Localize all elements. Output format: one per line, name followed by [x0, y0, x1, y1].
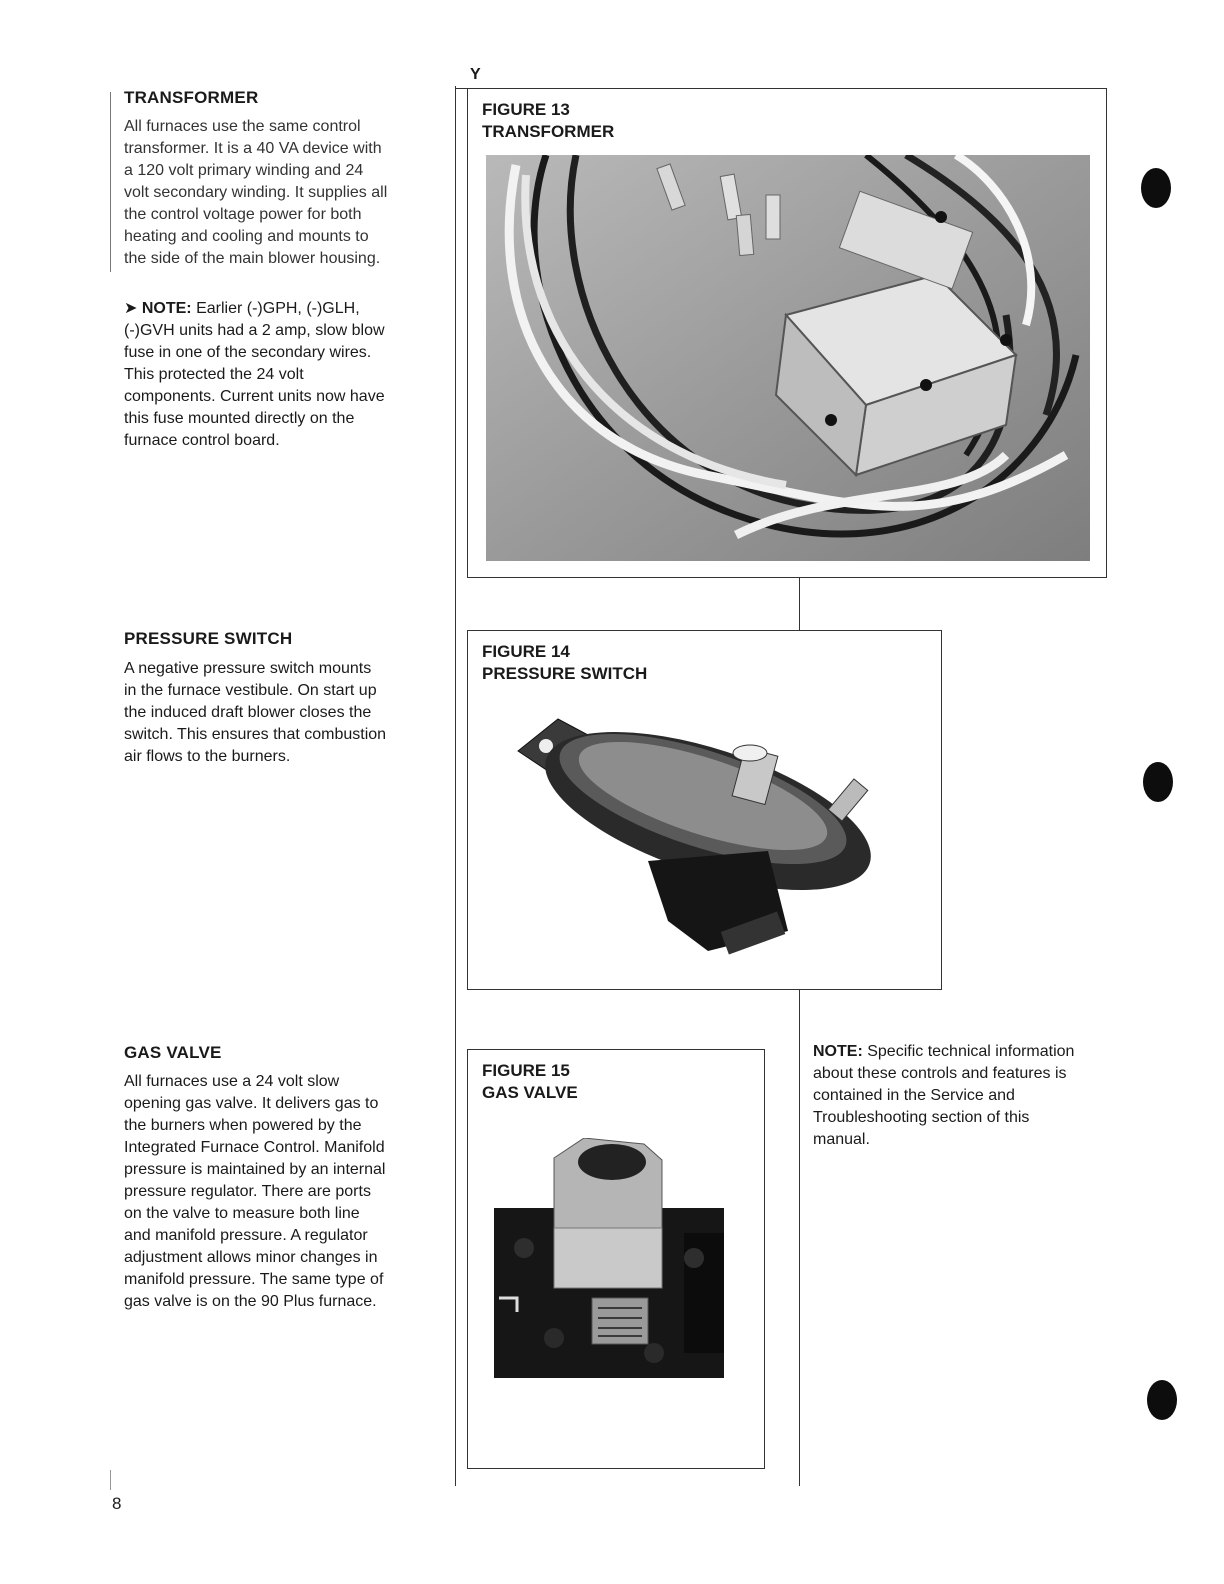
figure-14-caption	[482, 641, 647, 685]
figure-14-title: PRESSURE SWITCH	[482, 664, 648, 683]
side-note	[813, 1041, 1113, 1151]
transformer-body: All furnaces use the same control transformer. It is a 40 VA device with a 120 volt primary winding and 24 volt secondary winding. It supplies all the control voltage power for both heating and cooling and mounts to the side of the main blower housing.	[124, 118, 388, 267]
figure-14-number: FIGURE 14	[482, 642, 570, 661]
note-body: Earlier (-)GPH, (-)GLH, (-)GVH units had a 2 amp, slow blow fuse in one of the secondary wires. This protected the 24 volt components. Current units now have this fuse mounted directly on the furnace control board.	[124, 300, 385, 449]
note-label: NOTE:	[141, 300, 192, 317]
change-bar	[110, 92, 111, 272]
revision-mark: Y	[470, 66, 481, 83]
pressure-switch-heading: PRESSURE SWITCH	[124, 629, 293, 648]
figure-13-title: TRANSFORMER	[482, 122, 615, 141]
figure-15-caption	[482, 1060, 578, 1104]
figure-14-box	[467, 630, 942, 990]
page-number: 8	[112, 1494, 122, 1513]
transformer-heading: TRANSFORMER	[124, 88, 259, 107]
figure-15-title: GAS VALVE	[482, 1083, 578, 1102]
gas-valve-heading: GAS VALVE	[124, 1043, 222, 1062]
binder-hole-bottom	[1147, 1380, 1177, 1420]
column-rule-left	[455, 86, 456, 1486]
left-margin-rule	[110, 1470, 111, 1490]
side-note-label: NOTE:	[813, 1043, 863, 1060]
figure-13-number: FIGURE 13	[482, 100, 570, 119]
gas-valve-photo	[494, 1138, 734, 1383]
gas-valve-body: All furnaces use a 24 volt slow opening gas valve. It delivers gas to the burners when powered by the Integrated Furnace Control. Manifold pressure is maintained by an internal pressure regulator. There are ports on the valve to measure both line and manifold pressure. A regulator adjustment allows minor changes in manifold pressure. The same type of gas valve is on the 90 Plus furnace.	[124, 1073, 386, 1310]
transformer-photo	[486, 155, 1090, 561]
pressure-switch-body: A negative pressure switch mounts in the furnace vestibule. On start up the induced draft blower closes the switch. This ensures that combustion air flows to the burners.	[124, 660, 387, 765]
binder-hole-top	[1141, 168, 1171, 208]
figure-13-caption	[482, 99, 614, 143]
transformer-note	[124, 298, 444, 452]
binder-hole-middle	[1143, 762, 1173, 802]
column-rule-right	[799, 577, 800, 631]
pressure-switch-photo	[508, 711, 908, 961]
note-marker: ➤	[124, 300, 138, 317]
column-rule-right-2	[799, 989, 800, 1486]
figure-13-box	[467, 88, 1107, 578]
figure-15-box	[467, 1049, 765, 1469]
figure-15-number: FIGURE 15	[482, 1061, 570, 1080]
side-note-body: Specific technical information about these controls and features is contained in the Service and Troubleshooting section of this manual.	[813, 1043, 1075, 1148]
